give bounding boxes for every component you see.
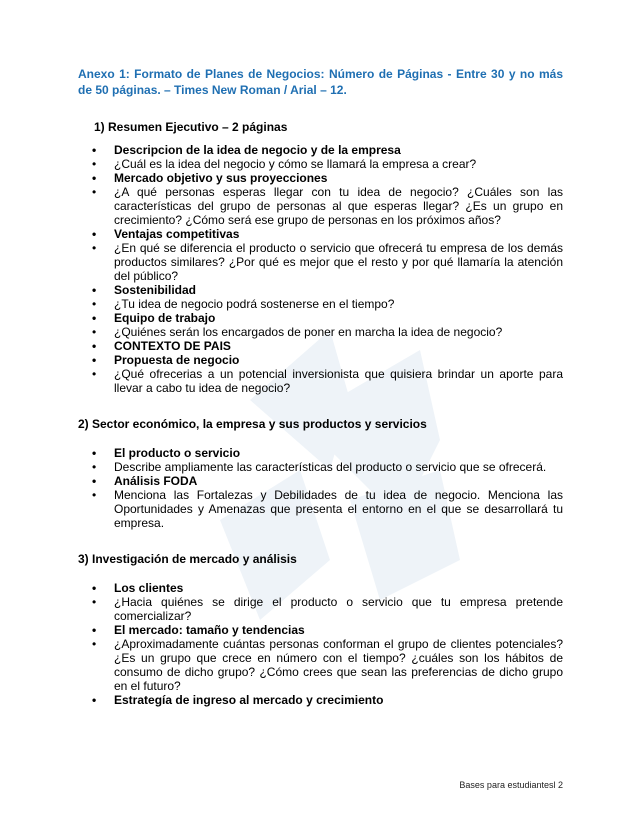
list-item: • Propuesta de negocio: [114, 353, 563, 367]
section-heading: 1) Resumen Ejecutivo – 2 páginas: [94, 120, 288, 134]
list-item: • ¿En qué se diferencia el producto o servicio que ofrecerá tu empresa de los demás productos similares? ¿Por qué es mejor que el resto y por qué llamaría la atención del público?: [114, 241, 563, 283]
list-item: • Mercado objetivo y sus proyecciones: [114, 171, 563, 185]
list-item: • Análisis FODA: [114, 474, 563, 488]
list-item: • ¿Quiénes serán los encargados de poner en marcha la idea de negocio?: [114, 325, 563, 339]
list-item: • Menciona las Fortalezas y Debilidades de tu idea de negocio. Menciona las Oportunidades y Amenazas que presenta el entorno en el que se desarrollará tu empresa.: [114, 488, 563, 530]
list-item: • ¿A qué personas esperas llegar con tu idea de negocio? ¿Cuáles son las características del grupo de personas al que esperas llegar? ¿Es un grupo en crecimiento? ¿Cómo será ese grupo de personas en los próximos años?: [114, 185, 563, 227]
list-item: • ¿Cuál es la idea del negocio y cómo se llamará la empresa a crear?: [114, 157, 563, 171]
list-item: • ¿Aproximadamente cuántas personas conforman el grupo de clientes potenciales? ¿Es un grupo que crece en número con el tiempo? ¿cuáles son los hábitos de consumo de dicho grupo? ¿Cómo crees que sean las preferencias de dicho grupo en el futuro?: [114, 637, 563, 693]
list-item: • CONTEXTO DE PAIS: [114, 339, 563, 353]
section-resumen-ejecutivo: [78, 120, 563, 395]
list-item: • El mercado: tamaño y tendencias: [114, 623, 563, 637]
document-page: [78, 66, 563, 707]
page-footer: Bases para estudiantesl 2: [459, 780, 563, 790]
bullet-list: [78, 143, 563, 395]
section-sector-economico: [78, 417, 563, 530]
bullet-list: [78, 446, 563, 530]
list-item: • Ventajas competitivas: [114, 227, 563, 241]
section-heading: 2) Sector económico, la empresa y sus productos y servicios: [78, 417, 427, 431]
bullet-list: [78, 581, 563, 707]
list-item: • Estrategía de ingreso al mercado y crecimiento: [114, 693, 563, 707]
list-item: • Sostenibilidad: [114, 283, 563, 297]
list-item: • Describe ampliamente las características del producto o servicio que se ofrecerá.: [114, 460, 563, 474]
section-heading: 3) Investigación de mercado y análisis: [78, 552, 297, 566]
section-investigacion-mercado: [78, 552, 563, 707]
list-item: • Los clientes: [114, 581, 563, 595]
list-item: • ¿Hacia quiénes se dirige el producto o servicio que tu empresa pretende comercializar?: [114, 595, 563, 623]
list-item: • ¿Tu idea de negocio podrá sostenerse en el tiempo?: [114, 297, 563, 311]
list-item: • ¿Qué ofrecerias a un potencial inversionista que quisiera brindar un aporte para llevar a cabo tu idea de negocio?: [114, 367, 563, 395]
document-title: Anexo 1: Formato de Planes de Negocios: Número de Páginas - Entre 30 y no más de 50 páginas. – Times New Roman / Arial – 12.: [78, 67, 563, 97]
list-item: • Equipo de trabajo: [114, 311, 563, 325]
list-item: • Descripcion de la idea de negocio y de la empresa: [114, 143, 563, 157]
list-item: • El producto o servicio: [114, 446, 563, 460]
